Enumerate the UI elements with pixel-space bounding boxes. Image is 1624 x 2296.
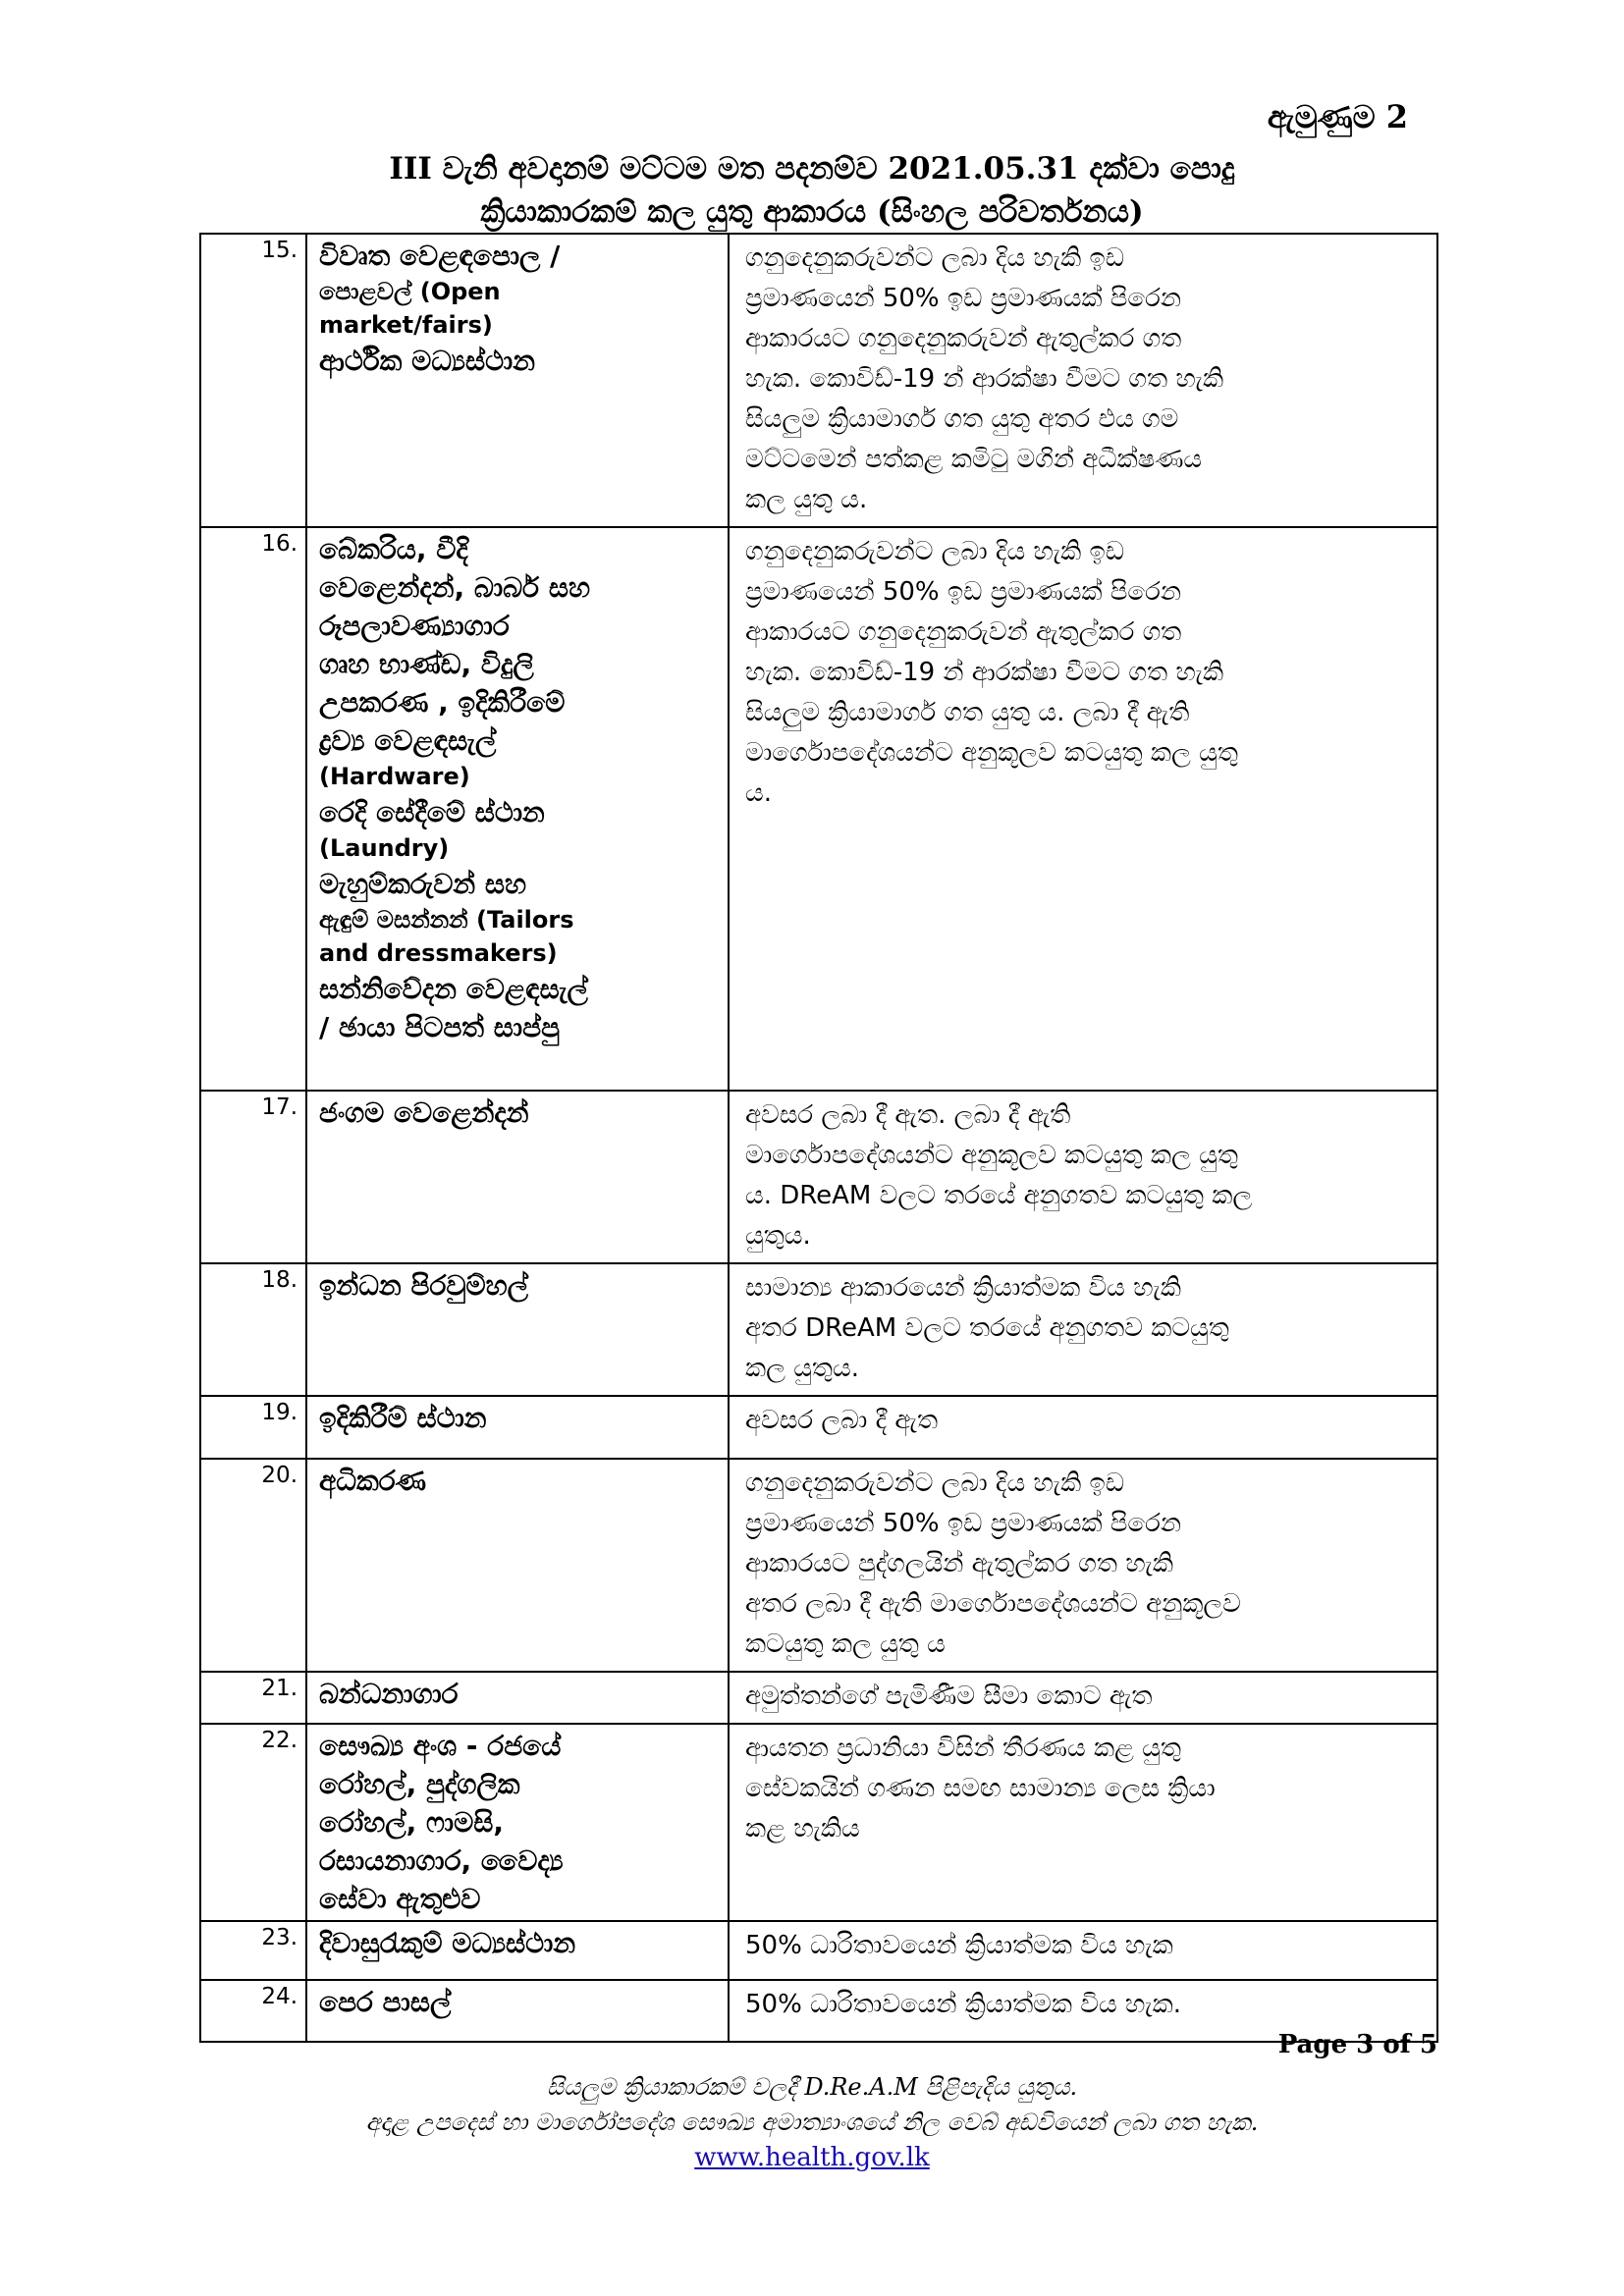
category-line: and dressmakers) xyxy=(319,939,558,967)
category-line: ගෘහ භාණ්ඩ, විදුලි xyxy=(319,648,534,680)
category-line: වෙළෙන්දන්, බාබර් සහ xyxy=(319,571,591,604)
description-line: ගනුදෙනුකරුවන්ට ලබා දිය හැකි ඉඩ xyxy=(745,1468,1125,1498)
page-title xyxy=(196,147,1428,234)
row-description xyxy=(729,1459,1437,1672)
description-line: අතර DReAM වලට තරයේ අනුගතව කටයුතු xyxy=(745,1313,1229,1343)
category-line: ආර්ථික මධ්‍යස්ථාන xyxy=(319,345,536,377)
table-row xyxy=(200,1921,1437,1980)
description-line: අතර ලබා දී ඇති මාර්ගොපදේශයන්ට අනුකූලව xyxy=(745,1589,1241,1619)
row-description xyxy=(729,1263,1437,1396)
category-line: රෝහල්, පුද්ගලික xyxy=(319,1768,520,1800)
row-description xyxy=(729,1724,1437,1921)
description-line: හැක. කොවිඩ්-19 න් ආරක්ෂා වීමට ගත හැකි xyxy=(745,364,1224,394)
row-category xyxy=(306,1921,729,1980)
table-row xyxy=(200,1672,1437,1724)
table-row xyxy=(200,1724,1437,1921)
category-line: විවෘත වෙළඳපොල / xyxy=(319,240,561,272)
description-line: ප්‍රමාණයෙන් 50% ඉඩ ප්‍රමාණයක් පිරෙන xyxy=(745,284,1181,313)
row-category xyxy=(306,527,729,1091)
description-line: කල යුතු ය. xyxy=(745,485,868,514)
description-line: කළ හැකිය xyxy=(745,1814,860,1843)
description-line: මට්ටමෙන් පත්කළ කමිටු මගින් අධීක්ෂණය xyxy=(745,445,1203,474)
category-line: සෞඛ්‍ය අංශ - රජයේ xyxy=(319,1730,562,1762)
category-line: / ඡායා පිටපත් සාප්පු xyxy=(319,1011,561,1043)
row-number: 23. xyxy=(200,1921,306,1980)
description-line: සියලුම ක්‍රියාමාර්ග ගත යුතු අතර එය ගම xyxy=(745,404,1179,434)
footer xyxy=(157,2069,1467,2175)
category-line: මැහුම්කරුවන් සහ xyxy=(319,868,527,900)
category-line: රෝහල්, ෆාමසි, xyxy=(319,1806,505,1839)
category-line: බන්ධනාගාර xyxy=(319,1678,459,1710)
description-line: 50% ධාරිතාවයෙන් ක්‍රියාත්මක විය හැක. xyxy=(745,1990,1182,2019)
description-line: හැක. කොවිඩ්-19 න් ආරක්ෂා වීමට ගත හැකි xyxy=(745,658,1224,687)
description-line: අවසර ලබා දී ඇත. ලබා දී ඇති xyxy=(745,1100,1071,1130)
row-category xyxy=(306,1263,729,1396)
table-row xyxy=(200,234,1437,527)
category-line: ඉදිකිරීම් ස්ථාන xyxy=(319,1402,487,1434)
category-line: ජංගම වෙළෙන්දන් xyxy=(319,1096,529,1129)
description-line: සේවකයින් ගණන සමඟ සාමාන්‍ය ලෙස ක්‍රියා xyxy=(745,1774,1216,1803)
table-row xyxy=(200,1459,1437,1672)
row-description xyxy=(729,1921,1437,1980)
category-line: (Laundry) xyxy=(319,834,450,862)
row-category xyxy=(306,1980,729,2042)
description-line: සාමාන්‍ය ආකාරයෙන් ක්‍රියාත්මක විය හැකි xyxy=(745,1273,1181,1303)
health-website-link[interactable]: www.health.gov.lk xyxy=(694,2143,930,2172)
annex-label: ඇමුණුම 2 xyxy=(1267,98,1408,135)
row-description xyxy=(729,1091,1437,1263)
description-line: මාර්ගොපදේශයන්ට අනුකූලව කටයුතු කල යුතු xyxy=(745,738,1238,768)
category-line: ඇඳුම් මසන්නන් (Tailors xyxy=(319,906,574,934)
footer-line-2: අදාළ උපදෙස් හා මාර්ගෝපදේශ සෞඛ්‍ය අමාත්‍යාංශයේ නිල වෙබ් අඩවියෙන් ලබා ගත හැක. xyxy=(365,2109,1259,2136)
row-number: 24. xyxy=(200,1980,306,2042)
description-line: ආකාරයට පුද්ගලයින් ඇතුල්කර ගත හැකි xyxy=(745,1549,1174,1578)
table-row xyxy=(200,1263,1437,1396)
description-line: 50% ධාරිතාවයෙන් ක්‍රියාත්මක විය හැක xyxy=(745,1931,1173,1960)
description-line: ආකාරයට ගනුදෙනුකරුවන් ඇතුල්කර ගත xyxy=(745,617,1182,647)
category-line: ද්‍රව්‍ය වෙළඳසැල් xyxy=(319,724,497,757)
category-line: පෙර පාසල් xyxy=(319,1986,452,2018)
description-line: ආකාරයට ගනුදෙනුකරුවන් ඇතුල්කර ගත xyxy=(745,324,1182,353)
guidelines-table-body xyxy=(200,234,1437,2042)
description-line: ප්‍රමාණයෙන් 50% ඉඩ ප්‍රමාණයක් පිරෙන xyxy=(745,577,1181,607)
table-row xyxy=(200,1980,1437,2042)
row-category xyxy=(306,1459,729,1672)
row-category xyxy=(306,234,729,527)
table-row xyxy=(200,1396,1437,1459)
description-line: අවසර ලබා දී ඇත xyxy=(745,1406,939,1435)
description-line: කටයුතු කල යුතු ය xyxy=(745,1629,946,1659)
row-number: 19. xyxy=(200,1396,306,1459)
description-line: කල යුතුය. xyxy=(745,1354,859,1383)
category-line: (Hardware) xyxy=(319,763,470,790)
category-line: පොළවල් (Open xyxy=(319,278,501,305)
category-line: උපකරණ , ඉදිකිරීමේ xyxy=(319,686,566,719)
row-number: 16. xyxy=(200,527,306,1091)
table-row xyxy=(200,1091,1437,1263)
row-number: 20. xyxy=(200,1459,306,1672)
row-number: 18. xyxy=(200,1263,306,1396)
description-line: යුතුය. xyxy=(745,1221,811,1251)
row-category xyxy=(306,1724,729,1921)
category-line: රූපලාවණ්‍යාගාර xyxy=(319,610,510,642)
guidelines-table xyxy=(199,233,1438,2043)
description-line: මාර්ගොපදේශයන්ට අනුකූලව කටයුතු කල යුතු xyxy=(745,1141,1238,1170)
row-description xyxy=(729,234,1437,527)
footer-line-1: සියලුම ක්‍රියාකාරකම් වලදී D.Re.A.M පිළිපැදිය යුතුය. xyxy=(546,2073,1078,2101)
row-category xyxy=(306,1672,729,1724)
description-line: ගනුදෙනුකරුවන්ට ලබා දිය හැකි ඉඩ xyxy=(745,537,1125,566)
category-line: රෙදි සේදීමේ ස්ථාන xyxy=(319,796,545,828)
row-number: 17. xyxy=(200,1091,306,1263)
category-line: බේකරිය, වීදි xyxy=(319,533,468,565)
page-number: Page 3 of 5 xyxy=(1277,2030,1437,2059)
description-line: ය. xyxy=(745,778,772,808)
category-line: market/fairs) xyxy=(319,311,493,339)
row-number: 22. xyxy=(200,1724,306,1921)
row-description xyxy=(729,1396,1437,1459)
table-row xyxy=(200,527,1437,1091)
category-line: රසායනාගාර, වෛද්‍ය xyxy=(319,1844,564,1877)
description-line: ප්‍රමාණයෙන් 50% ඉඩ ප්‍රමාණයක් පිරෙන xyxy=(745,1509,1181,1538)
description-line: සියලුම ක්‍රියාමාර්ග ගත යුතු ය. ලබා දී ඇති xyxy=(745,698,1190,727)
row-number: 15. xyxy=(200,234,306,527)
row-number: 21. xyxy=(200,1672,306,1724)
description-line: අමුත්තන්ගේ පැමිණීම සීමා කොට ඇත xyxy=(745,1682,1153,1711)
category-line: දිවාසුරැකුම් මධ්‍යස්ථාන xyxy=(319,1927,576,1959)
category-line: සන්නිවේදන වෙළඳසැල් xyxy=(319,973,588,1005)
category-line: ඉන්ධන පිරවුම්හල් xyxy=(319,1269,529,1302)
row-category xyxy=(306,1091,729,1263)
row-description xyxy=(729,527,1437,1091)
description-line: ගනුදෙනුකරුවන්ට ලබා දිය හැකි ඉඩ xyxy=(745,243,1125,273)
row-category xyxy=(306,1396,729,1459)
title-line-1: III වැනි අවදානම් මට්ටම මත පදනම්ව 2021.05.31 දක්වා පොදු xyxy=(389,151,1235,187)
category-line: අධිකරණ xyxy=(319,1465,427,1497)
category-line: සේවා ඇතුළුව xyxy=(319,1883,481,1915)
description-line: ආයතන ප්‍රධානියා විසින් තීරණය කළ යුතු xyxy=(745,1734,1181,1763)
title-line-2: ක්‍රියාකාරකම් කල යුතු ආකාරය (සිංහල පරිවර්තනය) xyxy=(480,194,1144,230)
description-line: ය. DReAM වලට තරයේ අනුගතව කටයුතු කල xyxy=(745,1181,1253,1210)
row-description xyxy=(729,1672,1437,1724)
